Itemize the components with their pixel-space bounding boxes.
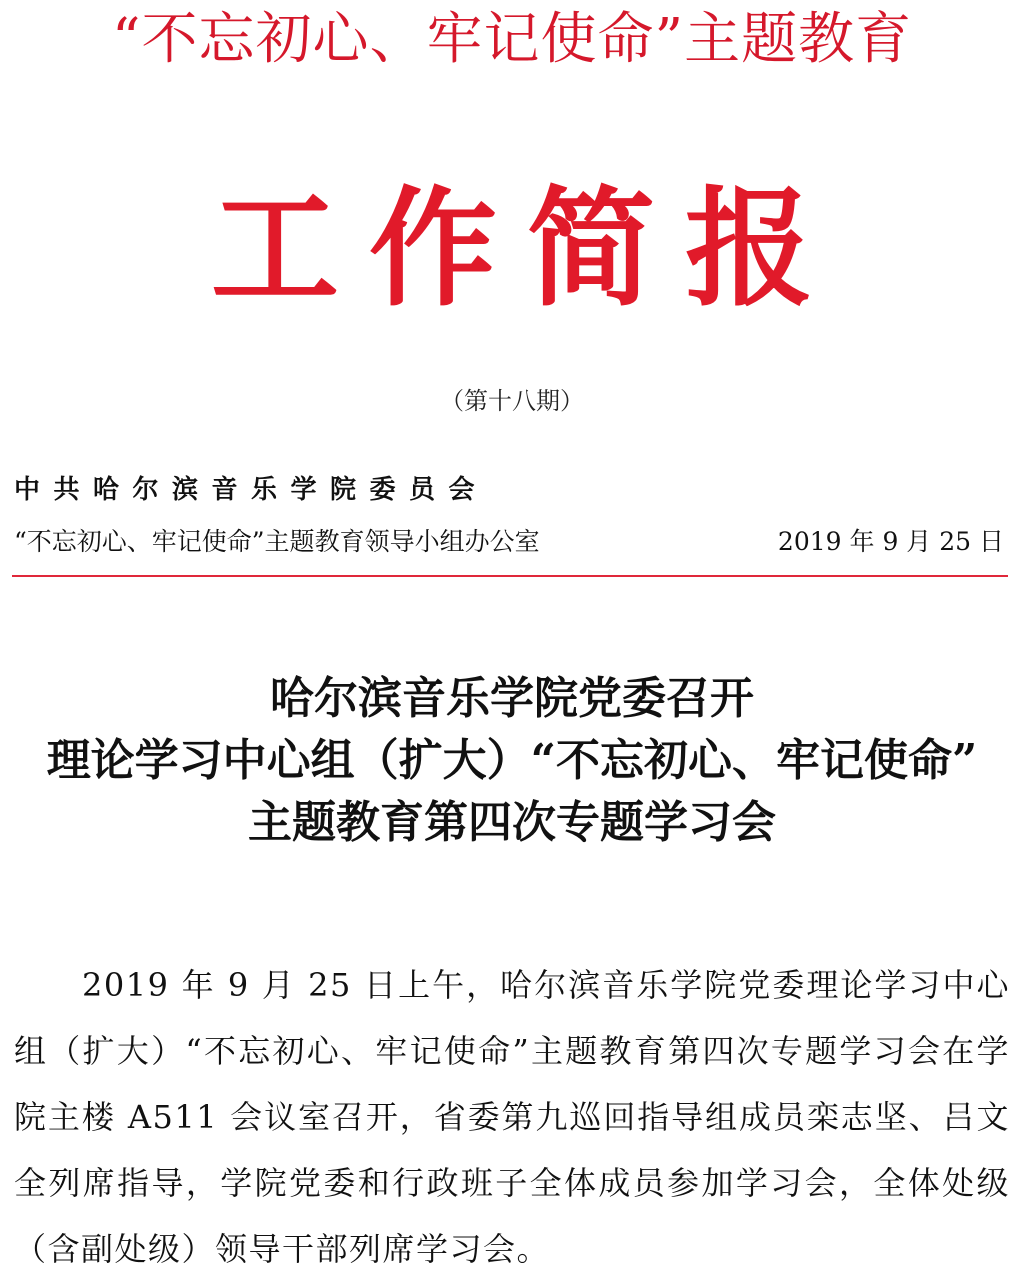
article-title-line: 哈尔滨音乐学院党委召开 [270,673,754,724]
header-divider [12,575,1008,577]
publisher-office: “不忘初心、牢记使命”主题教育领导小组办公室 [14,527,540,556]
article-title-line: 主题教育第四次专题学习会 [248,797,776,848]
publish-date: 2019 年 9 月 25 日 [777,527,1004,556]
publisher-organization: 中共哈尔滨音乐学院委员会 [14,475,489,505]
article-title-line: 理论学习中心组（扩大）“不忘初心、牢记使命” [46,735,978,786]
theme-banner: “不忘初心、牢记使命”主题教育 [111,7,913,72]
issue-number: （第十八期） [440,387,584,415]
article-title [0,668,1024,854]
article-paragraph: 2019 年 9 月 25 日上午，哈尔滨音乐学院党委理论学习中心组（扩大）“不忘初心、牢记使命”主题教育第四次专题学习会在学院主楼 A511 会议室召开，省委第九巡回指导组成员栾志坚、吕文全列席指导，学院党委和行政班子全体成员参加学习会，全体处级（含副处级）领导干部列席学习会。 [14,966,1010,1268]
bulletin-title: 工作简报 [210,175,843,324]
